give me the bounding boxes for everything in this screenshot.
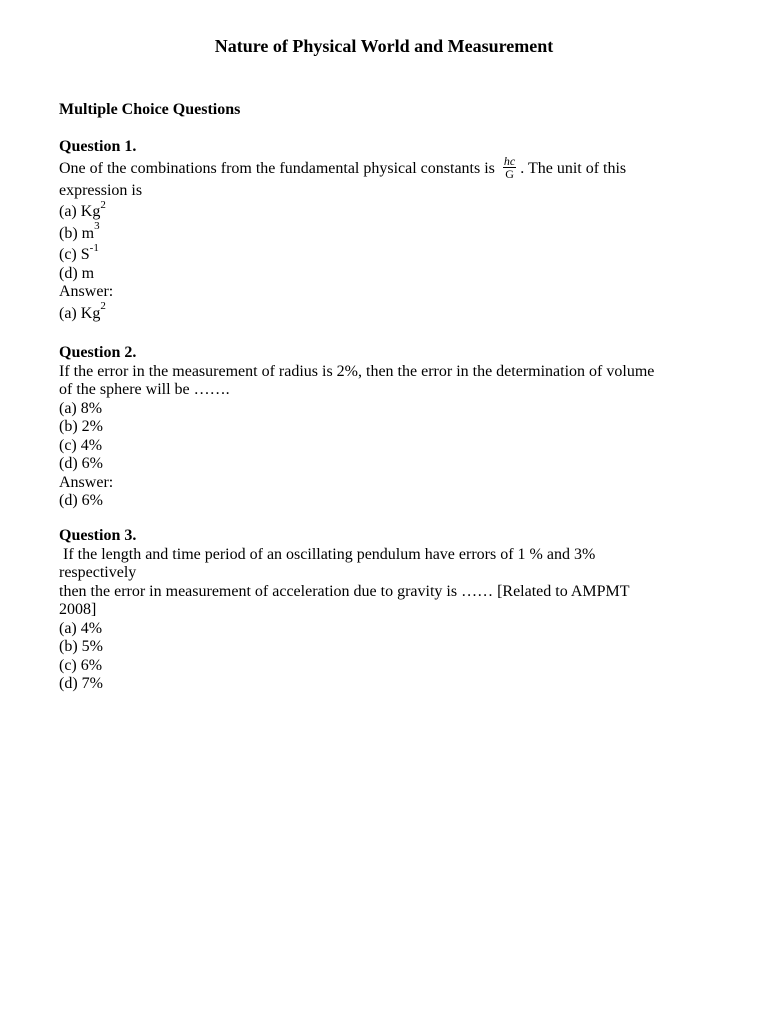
question-3-heading: Question 3.	[59, 527, 137, 544]
fraction-denominator: G	[505, 166, 514, 181]
question-2-answer: (d) 6%	[59, 492, 103, 509]
question-1-answer-label: Answer:	[59, 283, 114, 300]
question-3	[59, 527, 719, 694]
question-2-option-a: (a) 8%	[59, 399, 103, 417]
question-2-answer-label: Answer:	[59, 473, 114, 491]
question-2	[59, 344, 719, 511]
question-3-option-b: (b) 5%	[59, 638, 103, 655]
question-2-option-d: (d) 6%	[59, 455, 103, 472]
question-1-option-a: (a) Kg$^2$	[59, 198, 106, 220]
question-2-heading: Question 2.	[59, 344, 137, 361]
question-3-text-line-4: 2008]	[59, 601, 97, 618]
question-1-heading: Question 1.	[59, 138, 137, 155]
question-2-text-line-1: If the error in the measurement of radius is 2%, then the error in the determination of volume	[59, 362, 655, 380]
question-1-option-c: (c) $S^{-1}$	[59, 241, 99, 263]
question-1-text-before: One of the combinations from the fundamental physical constants is	[59, 159, 495, 177]
question-2-option-b: (b) 2%	[59, 418, 103, 435]
question-1-option-b: (b) $m^3$	[59, 220, 100, 242]
question-1-option-d: (d) m	[59, 264, 95, 282]
question-2-text-line-2: of the sphere will be …….	[59, 381, 230, 398]
fraction-numerator: hc	[503, 153, 516, 168]
question-3-text-line-1: If the length and time period of an oscillating pendulum have errors of 1 % and 3%	[59, 545, 596, 563]
document-title: Nature of Physical World and Measurement	[214, 36, 554, 56]
question-3-text-line-3: then the error in measurement of acceleration due to gravity is …… [Related to AMPMT	[59, 582, 630, 600]
question-1-text-continued: expression is	[59, 181, 143, 199]
question-3-option-a: (a) 4%	[59, 619, 103, 637]
question-1-answer: (a) Kg$^2$	[59, 300, 106, 322]
section-heading: Multiple Choice Questions	[59, 101, 241, 118]
question-1-text	[59, 153, 719, 182]
question-1-text-after: . The unit of this	[520, 159, 627, 177]
question-3-option-d: (d) 7%	[59, 675, 103, 692]
question-2-option-c: (c) 4%	[59, 436, 103, 454]
question-1	[59, 138, 719, 323]
question-3-text-line-2: respectively	[59, 564, 137, 581]
hc-over-g-fraction	[503, 155, 516, 180]
question-3-option-c: (c) 6%	[59, 656, 103, 674]
